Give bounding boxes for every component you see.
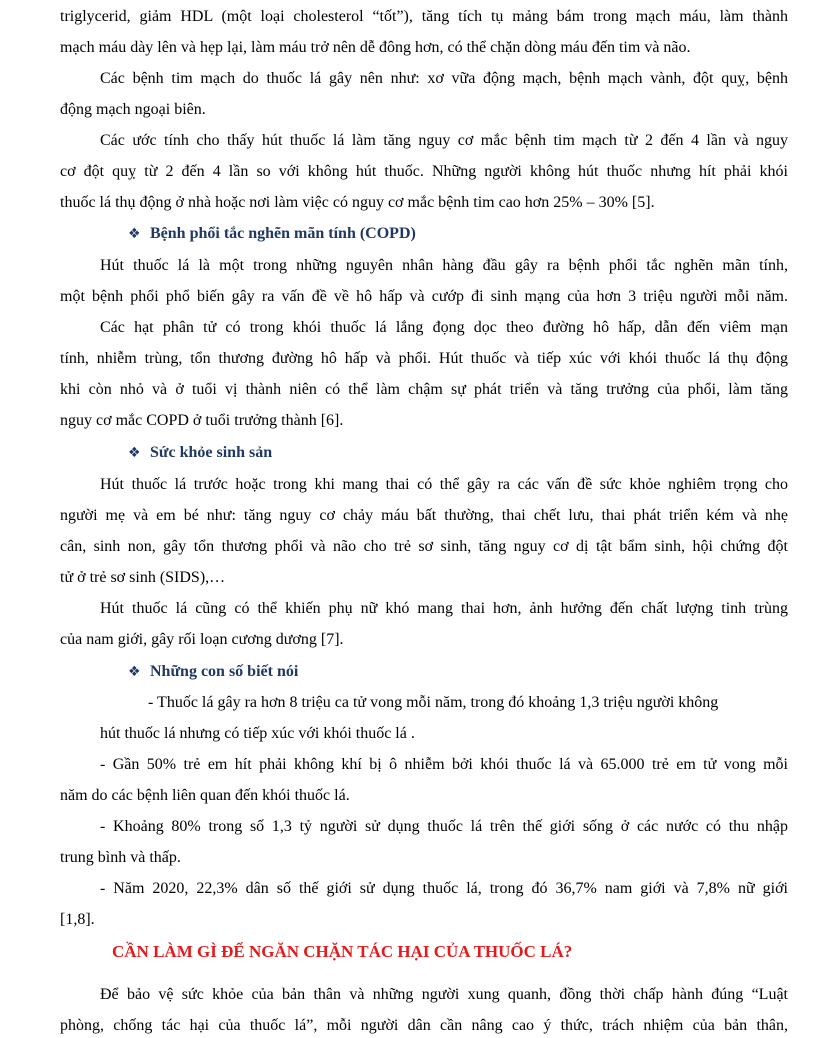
statistic-line: trung bình và thấp. bbox=[60, 849, 181, 866]
paragraph-line: Hút thuốc lá cũng có thể khiến phụ nữ khó mang thai hơn, ảnh hưởng đến chất lượng tinh trùng bbox=[100, 600, 788, 617]
heading-copd-text: Bệnh phổi tắc nghẽn mãn tính (COPD) bbox=[150, 225, 416, 242]
paragraph-line: tử ở trẻ sơ sinh (SIDS),… bbox=[60, 569, 226, 586]
paragraph-line: Các hạt phân tử có trong khói thuốc lá lắng đọng dọc theo đường hô hấp, dẫn đến viêm mạn bbox=[100, 319, 788, 336]
paragraph-line: khi còn nhỏ và ở tuổi vị thành niên có thể làm chậm sự phát triển và tăng trưởng của phổi, làm tăng bbox=[60, 381, 788, 398]
paragraph-line: cơ đột quỵ từ 2 đến 4 lần so với không hút thuốc. Những người không hút thuốc nhưng hít phải khói bbox=[60, 163, 788, 180]
heading-statistics-text: Những con số biết nói bbox=[150, 663, 299, 680]
statistic-line: - Thuốc lá gây ra hơn 8 triệu ca tử vong mỗi năm, trong đó khoảng 1,3 triệu người không bbox=[148, 694, 719, 711]
section-title: CẦN LÀM GÌ ĐỂ NGĂN CHẶN TÁC HẠI CỦA THUỐC LÁ? bbox=[112, 942, 573, 961]
paragraph-line: một bệnh phổi phổ biến gây ra vấn đề về hô hấp và cướp đi sinh mạng của hơn 3 triệu người mỗi năm. bbox=[60, 288, 788, 305]
paragraph-line: động mạch ngoại biên. bbox=[60, 101, 206, 118]
diamond-bullet-icon: ❖ bbox=[128, 664, 141, 680]
paragraph-line: thuốc lá thụ động ở nhà hoặc nơi làm việc có nguy cơ mắc bệnh tim cao hơn 25% – 30% [5]. bbox=[60, 194, 655, 211]
statistic-line: - Khoảng 80% trong số 1,3 tỷ người sử dụng thuốc lá trên thế giới sống ở các nước có thu nhập bbox=[100, 818, 788, 835]
statistic-line: - Năm 2020, 22,3% dân số thế giới sử dụng thuốc lá, trong đó 36,7% nam giới và 7,8% nữ giới bbox=[100, 880, 788, 897]
paragraph-line: của nam giới, gây rối loạn cương dương [7]. bbox=[60, 631, 344, 648]
paragraph-line: nguy cơ mắc COPD ở tuổi trưởng thành [6]. bbox=[60, 412, 344, 429]
paragraph-line: Hút thuốc lá trước hoặc trong khi mang thai có thể gây ra các vấn đề sức khỏe nghiêm trọng cho bbox=[100, 476, 788, 493]
paragraph-line: Hút thuốc lá là một trong những nguyên nhân hàng đầu gây ra bệnh phổi tắc nghẽn mãn tính, bbox=[100, 257, 788, 274]
paragraph-line: người mẹ và em bé như: tăng nguy cơ chảy máu bất thường, thai chết lưu, thai phát triển kém và nhẹ bbox=[60, 507, 788, 524]
paragraph-line: Để bảo vệ sức khỏe của bản thân và những người xung quanh, đồng thời chấp hành đúng “Luật bbox=[100, 986, 788, 1003]
paragraph-line: tính, nhiễm trùng, tổn thương đường hô hấp và phổi. Hút thuốc và tiếp xúc với khói thuốc lá thụ động bbox=[60, 350, 788, 367]
paragraph-line: cân, sinh non, gây tổn thương phổi và não cho trẻ sơ sinh, tăng nguy cơ dị tật bẩm sinh, hội chứng đột bbox=[60, 538, 788, 555]
paragraph-line: mạch máu dày lên và hẹp lại, làm máu trở nên dễ đông hơn, có thể chặn dòng máu đến tim và não. bbox=[60, 39, 691, 56]
paragraph-line: phòng, chống tác hại của thuốc lá”, mỗi người dân cần nâng cao ý thức, trách nhiệm của bản thân, bbox=[60, 1017, 788, 1034]
heading-copd bbox=[128, 224, 416, 244]
statistic-line: hút thuốc lá nhưng có tiếp xúc với khói thuốc lá . bbox=[100, 725, 415, 742]
paragraph-line: Các ước tính cho thấy hút thuốc lá làm tăng nguy cơ mắc bệnh tim mạch từ 2 đến 4 lần và nguy bbox=[100, 132, 788, 149]
heading-statistics bbox=[128, 662, 298, 682]
heading-reproductive-health bbox=[128, 443, 272, 463]
statistic-line: - Gần 50% trẻ em hít phải không khí bị ô nhiễm bởi khói thuốc lá và 65.000 trẻ em tử vong mỗi bbox=[100, 756, 788, 773]
diamond-bullet-icon: ❖ bbox=[128, 226, 141, 242]
diamond-bullet-icon: ❖ bbox=[128, 445, 141, 461]
statistic-line: năm do các bệnh liên quan đến khói thuốc lá. bbox=[60, 787, 350, 804]
heading-reproductive-text: Sức khỏe sinh sản bbox=[150, 444, 273, 461]
paragraph-line: triglycerid, giảm HDL (một loại cholesterol “tốt”), tăng tích tụ mảng bám trong mạch máu, làm thành bbox=[60, 8, 788, 25]
statistic-line: [1,8]. bbox=[60, 911, 95, 928]
paragraph-line: Các bệnh tim mạch do thuốc lá gây nên như: xơ vữa động mạch, bệnh mạch vành, đột quỵ, bệnh bbox=[100, 70, 788, 87]
